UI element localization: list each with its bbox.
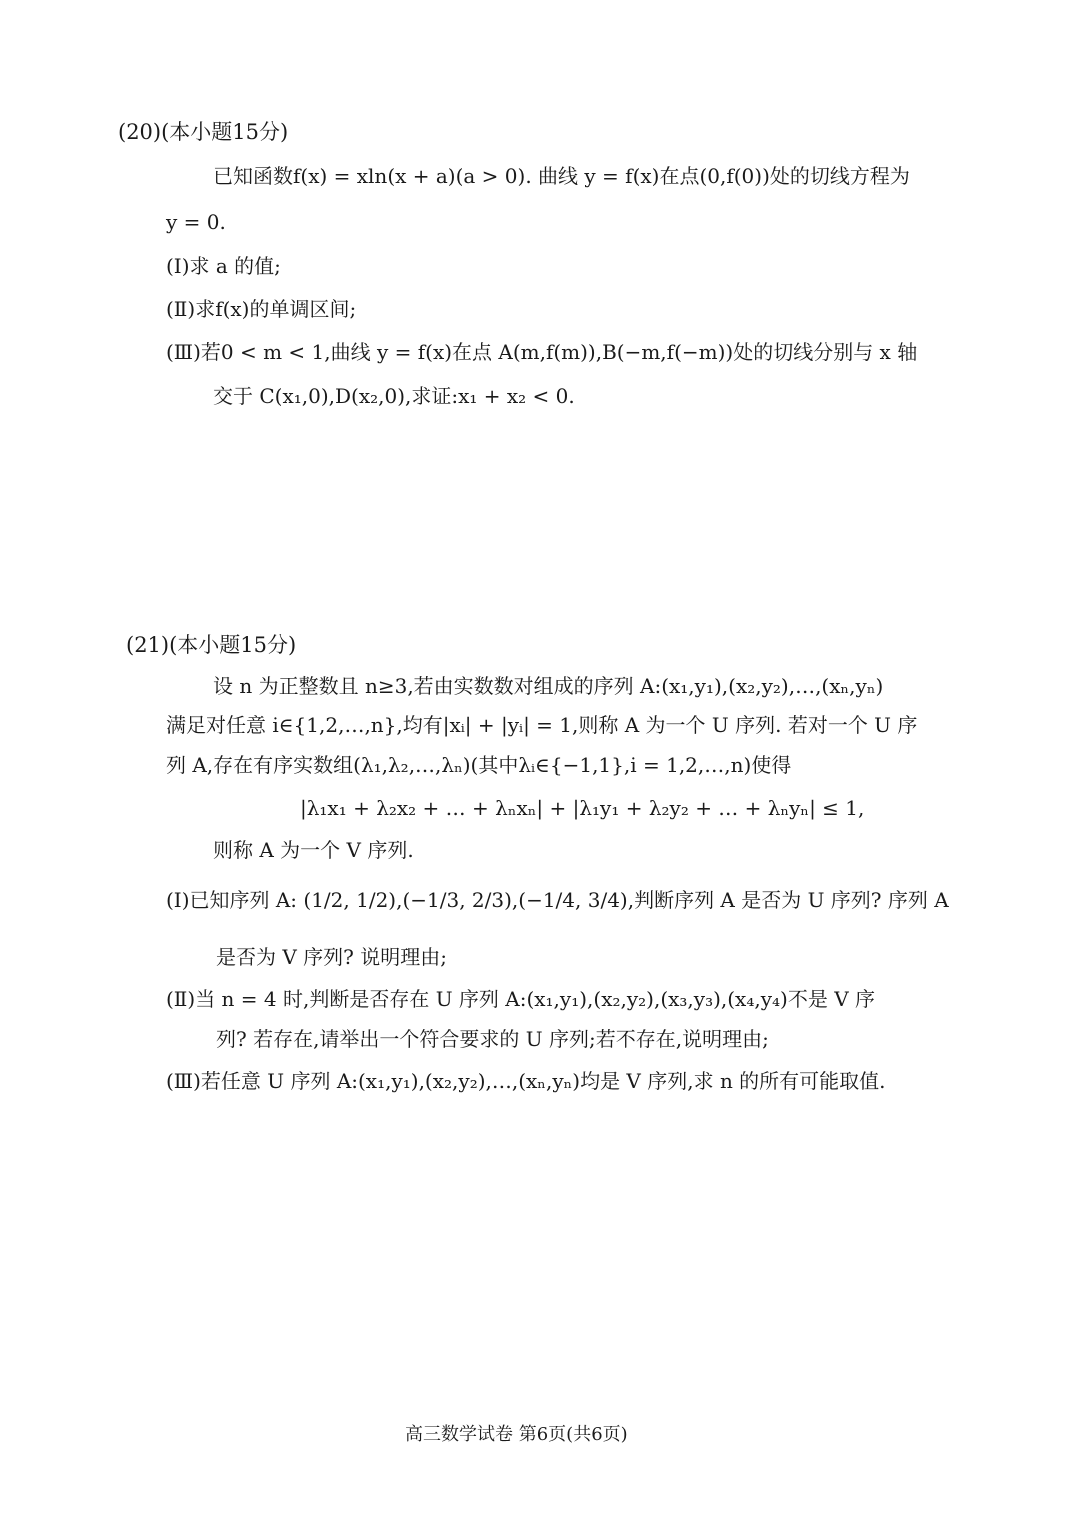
question-20-stem-line-1: 已知函数f(x) = xln(x + a)(a > 0). 曲线 y = f(x)在点(0,f(0))处的切线方程为 [213, 164, 910, 188]
question-20-part-3-line-1: (Ⅲ)若0 < m < 1,曲线 y = f(x)在点 A(m,f(m)),B(−m,f(−m))处的切线分别与 x 轴 [166, 340, 918, 364]
question-21-part-1-line-1: (Ⅰ)已知序列 A: (1/2, 1/2),(−1/3, 2/3),(−1/4, 3/4),判断序列 A 是否为 U 序列? 序列 A [166, 888, 949, 912]
question-21-stem-line-3: 列 A,存在有序实数组(λ₁,λ₂,…,λₙ)(其中λᵢ∈{−1,1},i = 1,2,…,n)使得 [166, 753, 792, 777]
question-21-part-3: (Ⅲ)若任意 U 序列 A:(x₁,y₁),(x₂,y₂),…,(xₙ,yₙ)均是 V 序列,求 n 的所有可能取值. [166, 1069, 886, 1093]
question-21-part-2-line-2: 列? 若存在,请举出一个符合要求的 U 序列;若不存在,说明理由; [216, 1027, 769, 1051]
question-21-header: (21)(本小题15分) [126, 633, 297, 657]
question-21-stem-line-2: 满足对任意 i∈{1,2,…,n},均有|xᵢ| + |yᵢ| = 1,则称 A 为一个 U 序列. 若对一个 U 序 [166, 713, 918, 737]
question-21-part-1-line-2: 是否为 V 序列? 说明理由; [216, 945, 447, 969]
question-20-part-1: (Ⅰ)求 a 的值; [166, 254, 281, 278]
question-21-formula: |λ₁x₁ + λ₂x₂ + … + λₙxₙ| + |λ₁y₁ + λ₂y₂ + … + λₙyₙ| ≤ 1, [300, 796, 865, 820]
question-21-part-2-line-1: (Ⅱ)当 n = 4 时,判断是否存在 U 序列 A:(x₁,y₁),(x₂,y₂),(x₃,y₃),(x₄,y₄)不是 V 序 [166, 987, 875, 1011]
page-footer: 高三数学试卷 第6页(共6页) [405, 1424, 628, 1445]
question-20-header: (20)(本小题15分) [118, 120, 289, 144]
question-21-stem-line-4: 则称 A 为一个 V 序列. [213, 838, 414, 862]
question-21-stem-line-1: 设 n 为正整数且 n≥3,若由实数数对组成的序列 A:(x₁,y₁),(x₂,y₂),…,(xₙ,yₙ) [213, 674, 884, 698]
question-20-part-3-line-2: 交于 C(x₁,0),D(x₂,0),求证:x₁ + x₂ < 0. [213, 384, 575, 408]
question-20-part-2: (Ⅱ)求f(x)的单调区间; [166, 297, 357, 321]
question-20-stem-line-2: y = 0. [166, 210, 226, 234]
